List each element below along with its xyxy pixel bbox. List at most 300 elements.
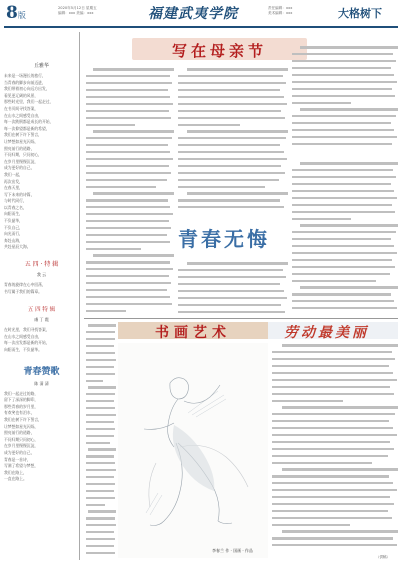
article-column-5 [292, 160, 398, 316]
text-line-bar [292, 190, 394, 192]
text-line-bar [272, 427, 393, 429]
left-subsection: 虞 丁 霞 [34, 317, 49, 323]
poem-line: 不负自己， [4, 224, 23, 230]
text-line-bar [292, 252, 397, 254]
text-line [272, 473, 398, 480]
text-line-bar [178, 96, 284, 98]
left-section-title-2: 五 四 特 辑 [27, 307, 56, 314]
text-line [272, 445, 398, 452]
text-line-bar [88, 324, 116, 326]
article-column-2 [178, 66, 288, 216]
text-line [86, 142, 174, 149]
text-line [86, 543, 116, 550]
text-line [86, 336, 116, 343]
bluepoem-line: 我们在树下许下誓言， [4, 416, 42, 422]
text-line-bar [86, 82, 172, 84]
text-line [86, 100, 174, 107]
text-line-bar [272, 386, 390, 388]
text-line-bar [86, 110, 169, 112]
poem-line: 在书页间寻找答案， [4, 105, 39, 111]
text-line-bar [272, 351, 392, 353]
text-line [86, 460, 116, 467]
section-name: 大格树下 [338, 7, 382, 20]
bluepoem-line: 不问归期只问初心， [4, 436, 39, 442]
text-line [272, 383, 398, 390]
text-line-bar [86, 345, 114, 347]
text-line [272, 480, 398, 487]
headline-mothers-day [132, 38, 307, 60]
left-section-title: 五 四 · 特 辑 [24, 261, 59, 269]
text-line-bar [292, 293, 391, 295]
text-line [86, 384, 116, 391]
text-line [292, 284, 398, 291]
text-line-bar [272, 517, 392, 519]
text-line-bar [88, 386, 116, 388]
text-line-bar [178, 179, 279, 181]
text-line-bar [292, 143, 392, 145]
text-line-bar [272, 482, 393, 484]
text-line [292, 256, 398, 263]
text-line [272, 411, 398, 418]
text-line [86, 80, 174, 87]
text-line [86, 412, 116, 419]
text-line [86, 391, 116, 398]
text-line-bar [86, 296, 170, 298]
text-line [178, 281, 288, 288]
text-line [86, 487, 116, 494]
text-line-bar [86, 393, 115, 395]
text-line [292, 85, 398, 92]
text-line [86, 432, 116, 439]
text-line-bar [86, 227, 171, 229]
text-line-bar [272, 462, 372, 464]
text-line-bar [292, 88, 392, 90]
text-line-bar [272, 503, 394, 505]
text-line-bar [292, 115, 396, 117]
text-line [272, 370, 398, 377]
text-line-bar [86, 428, 115, 430]
text-line [178, 94, 288, 101]
text-line [292, 160, 398, 167]
text-line-bar [178, 283, 280, 285]
text-line-bar [86, 476, 114, 478]
poem-line: 每一次仰望都是新的希望， [4, 125, 50, 131]
text-line-bar [86, 144, 168, 146]
text-line [272, 521, 398, 528]
text-line-bar [282, 406, 398, 408]
text-line [86, 252, 174, 259]
text-line-bar [178, 151, 284, 153]
text-line-bar [272, 496, 390, 498]
text-line [178, 274, 288, 281]
bluepoem-line: 我们一起走过的路， [4, 390, 39, 396]
text-line [86, 515, 116, 522]
text-line [86, 377, 116, 384]
bluepoem-line: 在岁月里慢慢沉淀， [4, 443, 39, 449]
left-blue-title: 青春赞歌 [23, 366, 60, 377]
text-line [86, 280, 174, 287]
text-line [86, 508, 116, 515]
text-line [86, 218, 174, 225]
text-line [86, 501, 116, 508]
text-line-bar [86, 504, 105, 506]
text-line-bar [292, 136, 397, 138]
text-line-bar [178, 124, 240, 126]
text-line-bar [292, 81, 397, 83]
text-line-bar [88, 448, 116, 450]
text-line-bar [86, 338, 115, 340]
text-line [292, 222, 398, 229]
bluepoem-line: 我们在路上， [4, 469, 27, 475]
text-line-bar [86, 206, 170, 208]
text-line-bar [86, 261, 170, 263]
bluepoem-line: 一直在路上。 [4, 476, 27, 482]
poem-line: 那些时光里，我们一起走过， [4, 99, 54, 105]
text-line [292, 106, 398, 113]
text-line [272, 452, 398, 459]
text-line [178, 204, 288, 211]
text-line-bar [86, 331, 115, 333]
text-line-bar [86, 137, 172, 139]
subtext-line: 每一次出发都是新的开始， [4, 340, 50, 346]
text-line [292, 140, 398, 147]
labor-article [272, 342, 398, 554]
text-line-bar [292, 95, 395, 97]
left-sub-text [4, 327, 79, 353]
text-line-bar [272, 413, 395, 415]
text-line [178, 308, 288, 315]
text-line [86, 169, 174, 176]
poem-line: 向光而行， [4, 231, 23, 237]
left-blue-author: 陈 清 清 [34, 380, 49, 386]
text-line-bar [86, 117, 171, 119]
text-line [292, 134, 398, 141]
poem-line: 在岁月里慢慢沉淀， [4, 158, 39, 164]
text-line-bar [292, 307, 397, 309]
artwork-figure [118, 343, 268, 558]
headline-youth: 青春无悔 [178, 227, 270, 251]
poem-line: 看见更辽阔的风景， [4, 92, 39, 98]
text-line [86, 245, 174, 252]
text-line-bar [292, 259, 392, 261]
text-line-bar [86, 469, 116, 471]
text-line-bar [292, 129, 394, 131]
text-line-bar [272, 365, 389, 367]
left-blue-poem [4, 391, 79, 483]
text-line [86, 293, 174, 300]
text-line [272, 494, 398, 501]
bottom-text-left [86, 322, 116, 558]
text-line [178, 128, 288, 135]
text-line [292, 51, 398, 58]
left-poem [4, 73, 79, 251]
text-line-bar [86, 407, 115, 409]
text-line-bar [292, 169, 393, 171]
text-line-bar [86, 289, 167, 291]
text-line-bar [178, 172, 285, 174]
signature: （供稿） [376, 555, 390, 559]
text-line-bar [86, 400, 114, 402]
poem-line: 奔赴山海， [4, 237, 23, 243]
text-line-bar [178, 206, 284, 208]
text-line-bar [178, 311, 285, 313]
text-line [86, 197, 174, 204]
text-line-bar [93, 254, 174, 256]
text-line-bar [292, 231, 396, 233]
text-line [86, 266, 174, 273]
text-line [178, 267, 288, 274]
text-line [86, 474, 116, 481]
text-line [86, 162, 174, 169]
text-line-bar [178, 75, 283, 77]
text-line-bar [86, 124, 135, 126]
poem-line: 每一次跌倒都是成长的开始， [4, 119, 54, 125]
text-line-bar [292, 176, 396, 178]
poem-line: 写下未来的诗篇， [4, 191, 35, 197]
text-line [292, 72, 398, 79]
issue-info [58, 6, 97, 16]
text-line-bar [187, 68, 288, 70]
text-line-bar [86, 545, 114, 547]
bluepoem-line: 成为更好的自己， [4, 449, 35, 455]
masthead-rule [4, 26, 398, 28]
text-line [86, 238, 174, 245]
text-line [86, 549, 116, 556]
text-line [272, 487, 398, 494]
text-line [178, 190, 288, 197]
text-line [292, 194, 398, 201]
text-line [292, 298, 398, 305]
text-line [292, 181, 398, 188]
text-line [292, 291, 398, 298]
poem-line: 照亮前行的道路， [4, 145, 35, 151]
text-line [292, 263, 398, 270]
text-line-bar [178, 186, 265, 188]
text-line [86, 128, 174, 135]
text-line-bar [178, 304, 281, 306]
text-line-bar [86, 538, 115, 540]
text-line-bar [86, 490, 114, 492]
text-line-bar [178, 103, 287, 105]
text-line-bar [300, 162, 398, 164]
text-line-bar [300, 224, 398, 226]
masthead [0, 0, 402, 30]
text-line [292, 120, 398, 127]
text-line [272, 432, 398, 439]
text-line [292, 243, 398, 250]
text-line-bar [86, 220, 169, 222]
poem-line: 不问归期，只问初心， [4, 152, 42, 158]
text-line [86, 156, 174, 163]
text-line-bar [86, 373, 115, 375]
text-line-bar [86, 442, 110, 444]
bluepoem-line: 青春是一首诗， [4, 456, 31, 462]
text-line-bar [178, 110, 281, 112]
text-line-bar [86, 282, 171, 284]
text-line-bar [178, 117, 285, 119]
text-line-bar [282, 344, 398, 346]
poem-line: 共赴星辰大海。 [4, 244, 31, 250]
text-line-bar [272, 434, 397, 436]
text-line [178, 176, 288, 183]
text-line-bar [86, 248, 141, 250]
poem-line: 不负韶华， [4, 218, 23, 224]
text-line [86, 94, 174, 101]
text-line-bar [272, 455, 388, 457]
text-line [86, 370, 116, 377]
text-line [272, 404, 398, 411]
text-line [86, 231, 174, 238]
text-line-bar [86, 213, 173, 215]
text-line [272, 466, 398, 473]
bluepoem-line: 照亮前行的道路， [4, 430, 35, 436]
text-line-bar [272, 400, 343, 402]
text-line [86, 536, 116, 543]
text-line-bar [178, 290, 284, 292]
text-line [178, 149, 288, 156]
text-line-bar [86, 179, 167, 181]
text-line-bar [300, 108, 398, 110]
text-line [292, 188, 398, 195]
text-line [272, 459, 398, 466]
text-line-bar [178, 89, 280, 91]
text-line [292, 277, 398, 284]
text-line-bar [292, 245, 394, 247]
text-line-bar [86, 380, 103, 382]
text-line [178, 135, 288, 142]
text-line-bar [86, 421, 114, 423]
text-line [86, 453, 116, 460]
text-line [178, 294, 288, 301]
text-line [292, 305, 398, 312]
text-line [272, 542, 398, 549]
text-line-bar [86, 96, 170, 98]
text-line-bar [292, 183, 391, 185]
text-line-bar [292, 211, 395, 213]
text-line [86, 529, 116, 536]
text-line [86, 273, 174, 280]
text-line [178, 114, 288, 121]
text-line [86, 522, 116, 529]
text-line [272, 425, 398, 432]
text-line-bar [86, 497, 115, 499]
text-line-bar [86, 89, 168, 91]
text-line-bar [187, 192, 288, 194]
text-line [86, 204, 174, 211]
meta-editor: 责任编辑：xxx [268, 6, 293, 10]
text-line-bar [292, 218, 351, 220]
text-line [178, 107, 288, 114]
text-line-bar [292, 273, 390, 275]
text-line [272, 349, 398, 356]
bluepoem-line: 有欢笑也有泪水， [4, 410, 35, 416]
text-line [272, 390, 398, 397]
text-line [292, 236, 398, 243]
bluepoem-line: 留下了深深的脚印， [4, 397, 39, 403]
text-line-bar [292, 266, 395, 268]
text-line [178, 87, 288, 94]
text-line-bar [272, 537, 393, 539]
poem-line: 我们一起， [4, 171, 23, 177]
text-line [272, 528, 398, 535]
text-line-bar [86, 366, 114, 368]
text-line [292, 113, 398, 120]
text-line [86, 307, 174, 314]
text-line-bar [272, 489, 397, 491]
poem-line: 当青春的脚步向前迈进， [4, 79, 46, 85]
figure-painting [118, 343, 268, 558]
text-line-bar [292, 60, 396, 62]
text-line-bar [178, 199, 280, 201]
text-line-bar [272, 544, 397, 546]
text-line-bar [86, 483, 115, 485]
text-line-bar [86, 234, 167, 236]
headline-art-band [118, 322, 268, 339]
text-line-bar [178, 276, 286, 278]
text-line [86, 114, 174, 121]
text-line-bar [292, 197, 397, 199]
left-sub-head: 我 云 [36, 272, 47, 278]
text-line-bar [86, 310, 126, 312]
left-paragraph [4, 282, 79, 295]
text-line-bar [292, 300, 394, 302]
poem-line: 我们在树下许下誓言， [4, 132, 42, 138]
poem-line: 未来是一场漫长的旅行， [4, 73, 46, 78]
text-line [272, 535, 398, 542]
text-line-bar [86, 552, 115, 554]
text-line-bar [86, 165, 169, 167]
subtext-line: 向阳而生，不负韶华。 [4, 347, 42, 352]
poem-line: 在山水之间感受自由， [4, 112, 42, 118]
bluepoem-line: 那些青春的岁月里， [4, 403, 39, 409]
text-line [272, 514, 398, 521]
text-line [86, 176, 174, 183]
text-line-bar [292, 102, 351, 104]
text-line-bar [272, 448, 394, 450]
text-line [86, 405, 116, 412]
text-line [292, 99, 398, 106]
text-line [292, 65, 398, 72]
text-line [86, 494, 116, 501]
text-line-bar [272, 379, 397, 381]
text-line [292, 215, 398, 222]
text-line [272, 397, 398, 404]
text-line-bar [272, 358, 395, 360]
text-line-bar [86, 275, 169, 277]
text-line-bar [178, 165, 281, 167]
text-line [86, 480, 116, 487]
text-line-bar [292, 204, 392, 206]
text-line [86, 425, 116, 432]
text-line-bar [86, 186, 156, 188]
text-line-bar [86, 151, 170, 153]
text-line [86, 211, 174, 218]
text-line [86, 363, 116, 370]
poem-line: 以青春之名， [4, 204, 27, 210]
text-line [86, 467, 116, 474]
para-line: 青春的旋律在心中回荡， [4, 282, 46, 288]
text-line-bar [178, 158, 287, 160]
text-line [272, 500, 398, 507]
text-line [178, 301, 288, 308]
text-line [292, 229, 398, 236]
header-meta [268, 6, 292, 16]
text-line [292, 201, 398, 208]
text-line-bar [292, 280, 376, 282]
text-line-bar [88, 510, 116, 512]
poem-line: 成为更好的自己， [4, 165, 35, 171]
text-line-bar [86, 531, 114, 533]
